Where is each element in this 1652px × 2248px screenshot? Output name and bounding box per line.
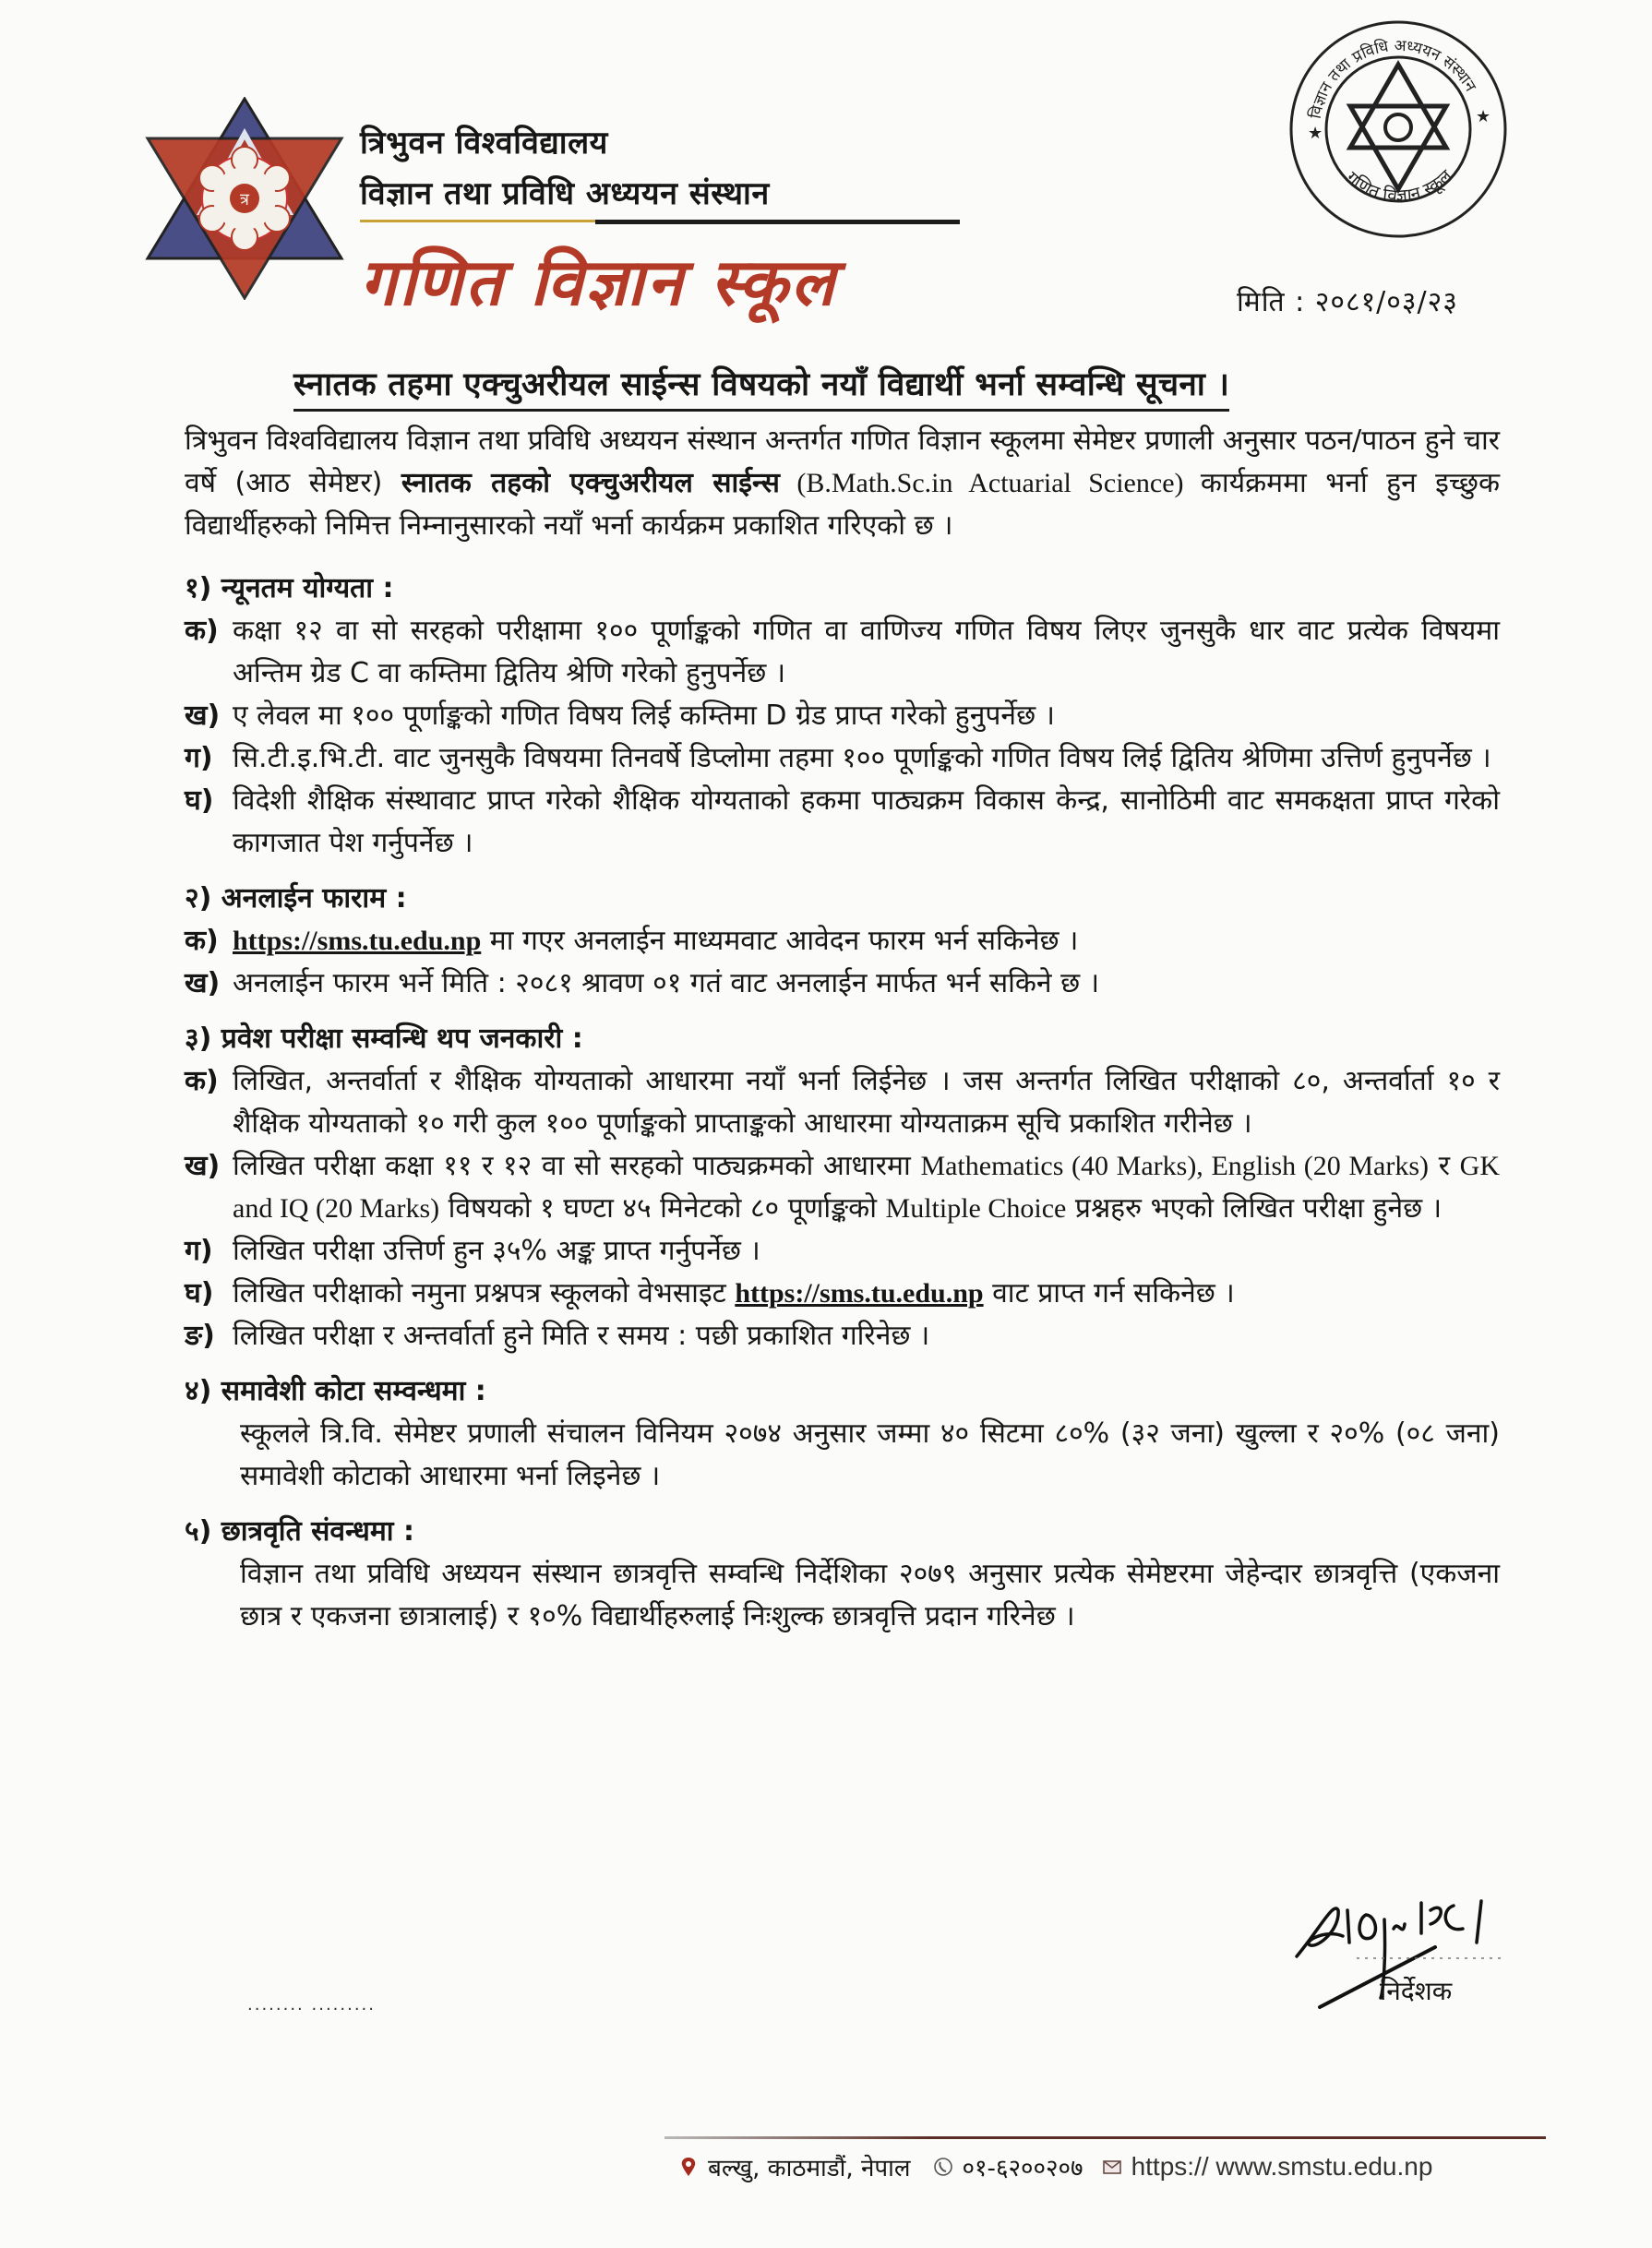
section-text: विज्ञान तथा प्रविधि अध्ययन संस्थान छात्रवृत्ति सम्वन्धि निर्देशिका २०७९ अनुसार प्रत्येक सेमेष्टरमा जेहेन्दार छात्रवृत्ति (एकजना छात्र र एकजना छात्रालाई) र १०% विद्यार्थीहरुलाई निःशुल्क छात्रवृत्ति प्रदान गरिनेछ । — [240, 1558, 1500, 1632]
list-item — [185, 1060, 1500, 1145]
item-text: लिखित परीक्षा उत्तिर्ण हुन ३५% अङ्क प्राप्त गर्नुपर्नेछ । — [233, 1235, 760, 1267]
intro-text-2: कार्यक्रममा भर्ना हुन इच्छुक विद्यार्थीहरुको निमित्त निम्नानुसारको नयाँ भर्ना कार्यक्रम प्रकाशित गरिएको छ । — [185, 467, 1500, 542]
item-text-b: वाट प्राप्त गर्न सकिनेछ । — [983, 1277, 1235, 1309]
list-item — [185, 737, 1500, 780]
exam-subjects-1: Mathematics (40 Marks), English (20 Marks) — [920, 1151, 1430, 1181]
footer-address: बल्खु, काठमाडौं, नेपाल — [708, 2155, 911, 2182]
intro-text-1: त्रिभुवन विश्वविद्यालय विज्ञान तथा प्रविधि अध्ययन संस्थान अन्तर्गत गणित विज्ञान स्कूलमा सेमेष्टर प्रणाली अनुसार पठन/पाठन हुने चार वर्षे (आठ सेमेष्टर) — [185, 424, 1500, 499]
list-item — [185, 610, 1500, 695]
item-text-a: लिखित परीक्षा कक्षा ११ र १२ वा सो सरहको पाठ्यक्रमको आधारमा — [233, 1150, 921, 1182]
item-label: ख) — [185, 700, 221, 732]
date-label: मिति : — [1237, 286, 1306, 318]
tribhuvan-university-logo-icon — [137, 97, 353, 300]
official-seal-icon — [1287, 18, 1509, 240]
item-text: विदेशी शैक्षिक संस्थावाट प्राप्त गरेको शैक्षिक योग्यताको हकमा पाठ्यक्रम विकास केन्द्र, सानोठिमी वाट समकक्षता प्राप्त गरेको कागजात पेश गर्नुपर्नेछ । — [233, 784, 1500, 859]
item-text: लिखित परीक्षा र अन्तर्वार्ता हुने मिति र समय : पछी प्रकाशित गरिनेछ । — [233, 1320, 930, 1352]
item-label: ग) — [185, 742, 213, 774]
exam-format: Multiple Choice — [885, 1193, 1067, 1224]
notice-body — [185, 420, 1500, 1638]
exam-subjects-2: GK and IQ (20 Marks) — [233, 1151, 1500, 1224]
section-heading: ५) छात्रवृति संवन्धमा : — [185, 1515, 414, 1548]
item-text-c: विषयको १ घण्टा ४५ मिनेटको ८० पूर्णाङ्कको — [439, 1192, 886, 1225]
item-label: घ) — [185, 784, 214, 817]
section-heading: २) अनलाईन फाराम : — [185, 882, 407, 915]
intro-paragraph — [185, 420, 1500, 547]
date-value: २०८१/०३/२३ — [1314, 286, 1458, 318]
item-label: ख) — [185, 967, 221, 999]
item-text: सि.टी.इ.भि.टी. वाट जुनसुकै विषयमा तिनवर्षे डिप्लोमा तहमा १०० पूर्णाङ्कको गणित विषय लिई द्वितिय श्रेणिमा उत्तिर्ण हुनुपर्नेछ । — [233, 742, 1491, 774]
online-form-link[interactable]: https://sms.tu.edu.np — [233, 926, 482, 956]
section-text: स्कूलले त्रि.वि. सेमेष्टर प्रणाली संचालन विनियम २०७४ अनुसार जम्मा ४० सिटमा ८०% (३२ जना) खुल्ला र २०% (०८ जना) समावेशी कोटाको आधारमा भर्ना लिइनेछ । — [240, 1417, 1500, 1492]
faint-marks: ........ ......... — [247, 1995, 376, 2015]
intro-program-name: स्नातक तहको एक्चुअरीयल साईन्स — [401, 467, 780, 499]
item-text: कक्षा १२ वा सो सरहको परीक्षामा १०० पूर्णाङ्कको गणित वा वाणिज्य गणित विषय लिएर जुनसुकै धार वाट प्रत्येक विषयमा अन्तिम ग्रेड C वा कम्तिमा द्वितिय श्रेणि गरेको हुनुपर्नेछ । — [233, 615, 1500, 689]
list-item — [185, 1230, 1500, 1273]
list-item — [185, 1315, 1500, 1357]
section-online-form — [185, 878, 1500, 1005]
institute-name: विज्ञान तथा प्रविधि अध्ययन संस्थान — [360, 175, 770, 212]
item-label: ग) — [185, 1235, 213, 1267]
section-inclusive-quota — [185, 1370, 1500, 1498]
notice-date — [1237, 281, 1458, 319]
header-divider-gold — [360, 220, 595, 222]
item-text-d: प्रश्नहरु भएको लिखित परीक्षा हुनेछ । — [1066, 1192, 1443, 1225]
footer-phone: ०१-६२००२०७ — [962, 2155, 1083, 2182]
footer-website[interactable]: https:// www.smstu.edu.np — [1131, 2152, 1433, 2181]
map-pin-icon — [678, 2157, 699, 2177]
item-text: ए लेवल मा १०० पूर्णाङ्कको गणित विषय लिई कम्तिमा D ग्रेड प्राप्त गरेको हुनुपर्नेछ । — [233, 700, 1056, 732]
sample-paper-link[interactable]: https://sms.tu.edu.np — [735, 1278, 984, 1309]
svg-text:★: ★ — [1476, 107, 1491, 126]
footer-divider — [664, 2136, 1546, 2139]
university-name: त्रिभुवन विश्वविद्यालय — [360, 125, 608, 161]
school-name: गणित विज्ञान स्कूल — [360, 244, 838, 320]
item-text-rest: मा गएर अनलाईन माध्यमवाट आवेदन फारम भर्न सकिनेछ । — [481, 925, 1079, 957]
list-item — [185, 695, 1500, 737]
item-text: लिखित, अन्तर्वार्ता र शैक्षिक योग्यताको आधारमा नयाँ भर्ना लिईनेछ । जस अन्तर्गत लिखित परीक्षाको ८०, अन्तर्वार्ता १० र शैक्षिक योग्यताको १० गरी कुल १०० पूर्णाङ्कको प्राप्ताङ्कको आधारमा योग्यताक्रम सूचि प्रकाशित गरीनेछ । — [233, 1065, 1500, 1140]
svg-text:★: ★ — [1308, 124, 1323, 143]
header-divider — [360, 220, 960, 224]
item-text — [233, 1273, 1500, 1315]
section-minimum-qualification — [185, 568, 1500, 865]
section-heading: १) न्यूनतम योग्यता : — [185, 572, 394, 604]
item-text: अनलाईन फारम भर्ने मिति : २०८१ श्रावण ०१ गतं वाट अनलाईन मार्फत भर्न सकिने छ । — [233, 967, 1100, 999]
item-label: घ) — [185, 1277, 214, 1309]
intro-program-english: (B.Math.Sc.in Actuarial Science) — [779, 468, 1201, 498]
item-text-b: र — [1429, 1150, 1460, 1182]
list-item — [185, 780, 1500, 865]
item-label: ङ) — [185, 1320, 215, 1352]
svg-text:त्र: त्र — [240, 190, 249, 209]
section-entrance-exam — [185, 1018, 1500, 1357]
seal-bottom-text: गणित विज्ञान स्कूल — [1342, 165, 1456, 207]
list-item — [185, 1145, 1500, 1230]
notice-title: स्नातक तहमा एक्चुअरीयल साईन्स विषयको नयाँ विद्यार्थी भर्ना सम्वन्धि सूचना । — [293, 362, 1229, 412]
item-label: क) — [185, 615, 219, 647]
item-text — [233, 1145, 1500, 1230]
section-heading: ३) प्रवेश परीक्षा सम्वन्धि थप जनकारी : — [185, 1022, 583, 1055]
item-text-a: लिखित परीक्षाको नमुना प्रश्नपत्र स्कूलको वेभसाइट — [233, 1277, 736, 1309]
seal-outer-text: विज्ञान तथा प्रविधि अध्ययन संस्थान — [1306, 36, 1480, 121]
section-heading: ४) समावेशी कोटा सम्वन्धमा : — [185, 1375, 486, 1407]
footer-contact — [678, 2150, 1432, 2183]
list-item — [185, 920, 1500, 963]
mail-icon — [1102, 2157, 1122, 2177]
list-item — [185, 1273, 1500, 1315]
signatory-title: निर्देशक — [1380, 1976, 1453, 2006]
phone-icon — [933, 2157, 953, 2177]
item-label: क) — [185, 1065, 219, 1097]
header-divider-dark — [595, 220, 960, 224]
item-label: ख) — [185, 1150, 221, 1182]
item-label: क) — [185, 925, 219, 957]
item-text — [233, 920, 1500, 963]
section-scholarship — [185, 1511, 1500, 1638]
list-item — [185, 963, 1500, 1005]
